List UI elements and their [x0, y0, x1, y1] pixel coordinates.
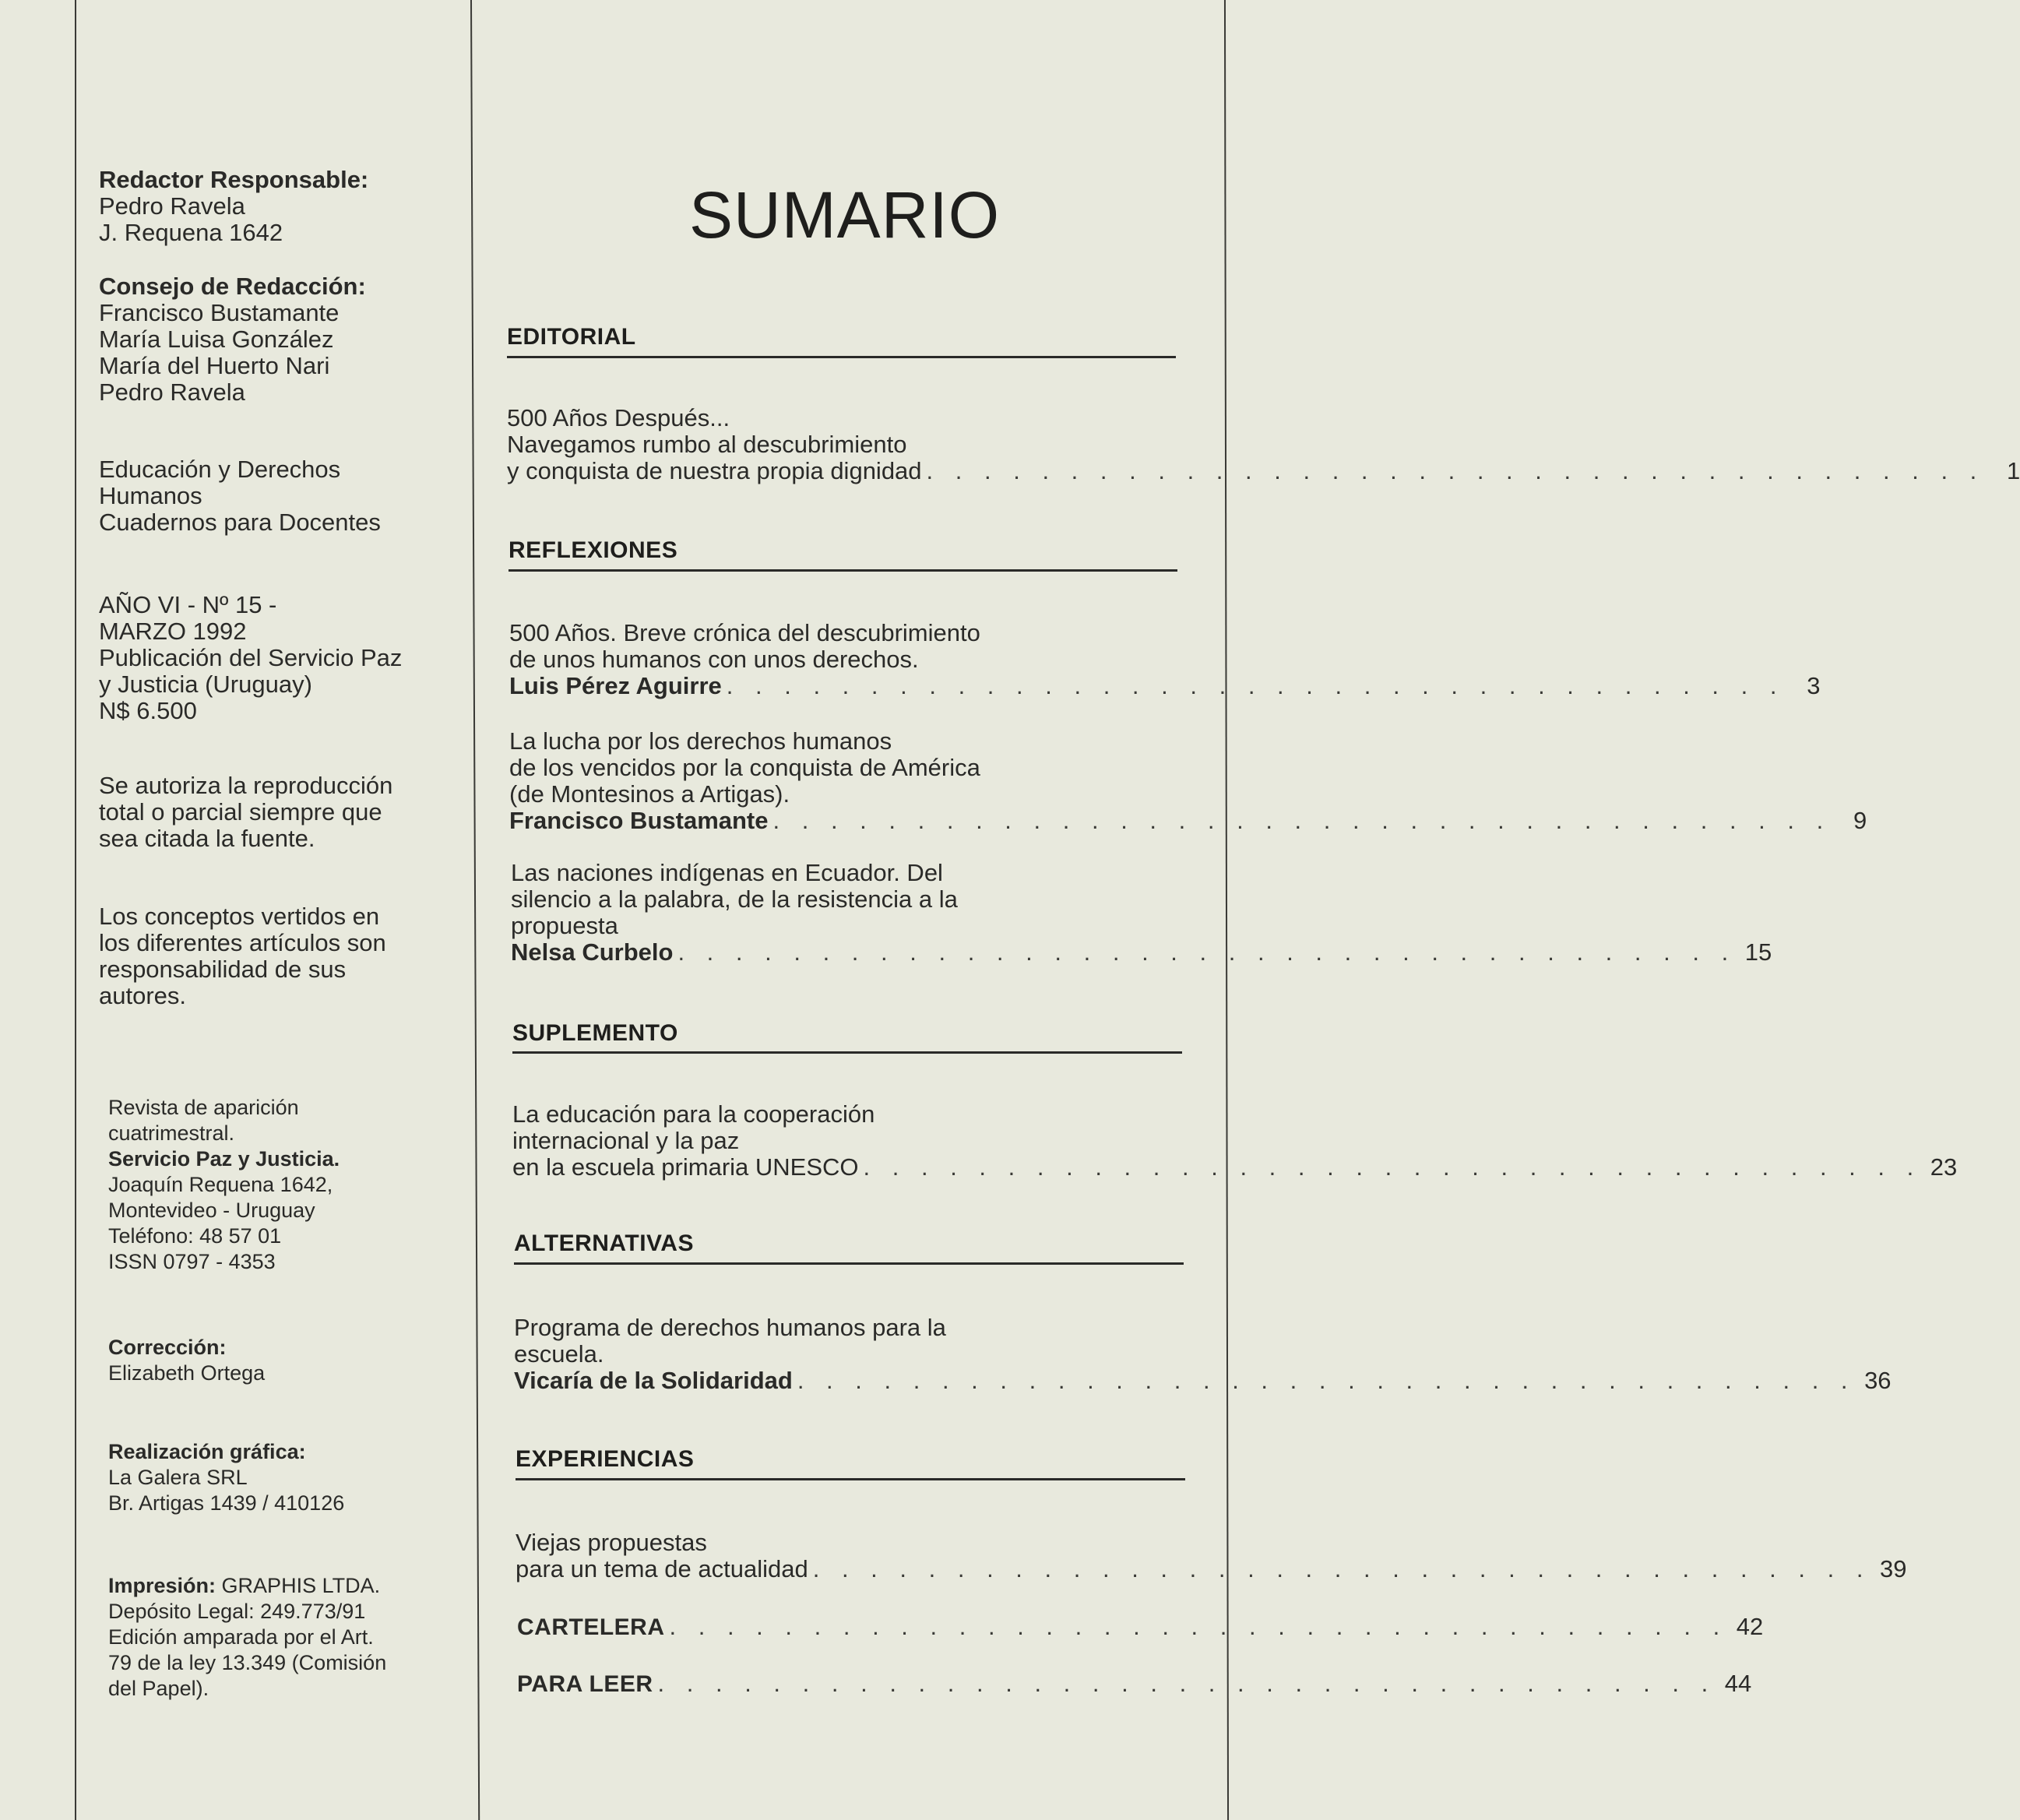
issue-line: y Justicia (Uruguay) — [99, 671, 312, 698]
section-heading-alternativas: ALTERNATIVAS — [514, 1230, 694, 1256]
publication-line: Cuadernos para Docentes — [99, 509, 381, 536]
publisher-line: Revista de aparición — [108, 1096, 299, 1119]
issue-price: N$ 6.500 — [99, 697, 197, 724]
toc-entry[interactable] — [512, 1100, 1958, 1181]
page-number: 1 — [2007, 457, 2020, 484]
realizacion-line: La Galera SRL — [108, 1466, 248, 1489]
issue-line: Publicación del Servicio Paz — [99, 644, 403, 671]
disclaimer-block — [99, 903, 386, 1009]
entry-line: propuesta — [511, 912, 618, 939]
disclaimer-line: Los conceptos vertidos en — [99, 903, 380, 930]
section-heading-reflexiones: REFLEXIONES — [509, 537, 678, 563]
correccion-name: Elizabeth Ortega — [108, 1361, 266, 1385]
correccion-label: Corrección: — [108, 1336, 227, 1359]
publication-block — [99, 456, 381, 536]
consejo-member: María Luisa González — [99, 326, 334, 353]
sumario-title: SUMARIO — [689, 178, 1001, 252]
impresion-line: 79 de la ley 13.349 (Comisión — [108, 1651, 387, 1674]
page-number: 39 — [1879, 1555, 1907, 1582]
publisher-block — [108, 1095, 340, 1275]
publisher-line: Joaquín Requena 1642, — [108, 1173, 333, 1196]
section-heading-experiencias: EXPERIENCIAS — [516, 1446, 695, 1472]
realizacion-block — [108, 1439, 344, 1516]
toc-entry[interactable] — [509, 727, 1867, 834]
disclaimer-line: autores. — [99, 982, 187, 1009]
toc-entry[interactable] — [511, 859, 1772, 966]
correccion-block — [108, 1335, 265, 1386]
impresion-heading — [108, 1573, 386, 1599]
toc-entry[interactable] — [514, 1314, 1892, 1394]
entry-leader-line — [517, 1613, 1764, 1641]
dot-leader: . . . . . . . . . . . . . . . . . . . . . . . . . . . . . . . . . . . . . — [677, 938, 1737, 966]
toc-entry-cartelera[interactable] — [517, 1613, 1764, 1641]
entry-author: Vicaría de la Solidaridad — [514, 1367, 793, 1394]
publication-line: Educación y Derechos — [99, 456, 341, 483]
entry-leader-line — [516, 1555, 1907, 1582]
entry-leader-line — [511, 938, 1772, 966]
entry-leader-line — [507, 457, 2020, 484]
entry-line: internacional y la paz — [512, 1127, 740, 1154]
impresion-line: Depósito Legal: 249.773/91 — [108, 1600, 366, 1623]
section-rule — [516, 1478, 1185, 1480]
para-leer-label: PARA LEER — [517, 1671, 653, 1697]
reproduction-line: Se autoriza la reproducción — [99, 772, 393, 799]
page-number: 36 — [1864, 1367, 1892, 1394]
entry-line: escuela. — [514, 1340, 604, 1368]
issue-block — [99, 592, 402, 724]
entry-line: Viejas propuestas — [516, 1529, 707, 1556]
entry-line: La educación para la cooperación — [512, 1100, 875, 1128]
dot-leader: . . . . . . . . . . . . . . . . . . . . . . . . . . . . . . . . . . . . . — [926, 457, 1985, 484]
entry-line: de los vencidos por la conquista de América — [509, 754, 980, 781]
entry-leader-line — [512, 1153, 1958, 1181]
redactor-address: J. Requena 1642 — [99, 219, 283, 246]
page-number: 42 — [1736, 1613, 1764, 1640]
realizacion-line: Br. Artigas 1439 / 410126 — [108, 1491, 345, 1515]
entry-line: y conquista de nuestra propia dignidad — [507, 457, 922, 484]
entry-line: Programa de derechos humanos para la — [514, 1314, 946, 1341]
section-rule — [514, 1262, 1184, 1265]
section-rule — [509, 569, 1177, 572]
publisher-phone: Teléfono: 48 57 01 — [108, 1224, 282, 1248]
publisher-line: Montevideo - Uruguay — [108, 1199, 315, 1222]
consejo-block — [99, 273, 366, 406]
impresion-block — [108, 1573, 386, 1702]
impresion-line: Edición amparada por el Art. — [108, 1625, 374, 1649]
entry-leader-line — [514, 1367, 1892, 1394]
entry-line: 500 Años. Breve crónica del descubrimiento — [509, 619, 980, 646]
dot-leader: . . . . . . . . . . . . . . . . . . . . . . . . . . . . . . . . . . . . . — [797, 1367, 1856, 1394]
page-number: 9 — [1853, 807, 1867, 834]
publisher-name: Servicio Paz y Justicia. — [108, 1147, 340, 1171]
entry-line: en la escuela primaria UNESCO — [512, 1153, 859, 1181]
entry-line: (de Montesinos a Artigas). — [509, 780, 790, 808]
entry-line: de unos humanos con unos derechos. — [509, 646, 919, 673]
consejo-member: Francisco Bustamante — [99, 299, 340, 326]
redactor-label: Redactor Responsable: — [99, 166, 369, 193]
page-number: 15 — [1744, 938, 1772, 966]
entry-author: Francisco Bustamante — [509, 807, 769, 834]
dot-leader: . . . . . . . . . . . . . . . . . . . . . . . . . . . . . . . . . . . . . — [812, 1555, 1871, 1582]
toc-entry[interactable] — [507, 404, 2020, 484]
redactor-block — [99, 167, 368, 246]
consejo-member: María del Huerto Nari — [99, 352, 330, 379]
realizacion-label: Realización gráfica: — [108, 1440, 306, 1463]
entry-line: Las naciones indígenas en Ecuador. Del — [511, 859, 943, 886]
page-number: 3 — [1807, 672, 1821, 699]
section-rule — [512, 1051, 1182, 1054]
entry-leader-line — [509, 807, 1867, 834]
entry-leader-line — [509, 672, 1821, 699]
impresion-value: GRAPHIS LTDA. — [221, 1574, 381, 1597]
page-number: 23 — [1930, 1153, 1958, 1181]
reproduction-line: total o parcial siempre que — [99, 798, 382, 826]
entry-line: 500 Años Después... — [507, 404, 730, 431]
section-heading-editorial: EDITORIAL — [507, 324, 636, 350]
impresion-label: Impresión: — [108, 1574, 216, 1597]
dot-leader: . . . . . . . . . . . . . . . . . . . . . . . . . . . . . . . . . . . . . — [726, 672, 1785, 699]
reproduction-block — [99, 773, 392, 852]
column-divider-rule — [470, 0, 480, 1820]
section-rule — [507, 356, 1176, 358]
section-heading-suplemento: SUPLEMENTO — [512, 1020, 678, 1046]
entry-author: Nelsa Curbelo — [511, 938, 674, 966]
right-margin-rule — [1224, 0, 1229, 1820]
publication-line: Humanos — [99, 482, 202, 509]
entry-line: Navegamos rumbo al descubrimiento — [507, 431, 907, 458]
page-number: 44 — [1724, 1670, 1752, 1697]
dot-leader: . . . . . . . . . . . . . . . . . . . . . . . . . . . . . . . . . . . . . — [772, 807, 1832, 834]
cartelera-label: CARTELERA — [517, 1614, 665, 1640]
entry-line: para un tema de actualidad — [516, 1555, 808, 1582]
impresion-line: del Papel). — [108, 1677, 209, 1700]
dot-leader: . . . . . . . . . . . . . . . . . . . . . . . . . . . . . . . . . . . . . — [657, 1670, 1716, 1697]
dot-leader: . . . . . . . . . . . . . . . . . . . . . . . . . . . . . . . . . . . . . — [863, 1153, 1922, 1181]
disclaimer-line: responsabilidad de sus — [99, 956, 347, 983]
disclaimer-line: los diferentes artículos son — [99, 929, 386, 956]
consejo-label: Consejo de Redacción: — [99, 273, 366, 300]
consejo-member: Pedro Ravela — [99, 378, 245, 406]
dot-leader: . . . . . . . . . . . . . . . . . . . . . . . . . . . . . . . . . . . . . — [669, 1613, 1728, 1640]
reproduction-line: sea citada la fuente. — [99, 825, 315, 852]
publisher-line: cuatrimestral. — [108, 1121, 235, 1145]
publisher-issn: ISSN 0797 - 4353 — [108, 1250, 276, 1273]
entry-leader-line — [517, 1670, 1752, 1698]
issue-line: AÑO VI - Nº 15 - — [99, 591, 277, 618]
toc-entry[interactable] — [516, 1529, 1907, 1582]
toc-entry[interactable] — [509, 619, 1821, 699]
redactor-name: Pedro Ravela — [99, 192, 245, 220]
left-margin-rule — [75, 0, 76, 1820]
issue-line: MARZO 1992 — [99, 618, 247, 645]
entry-line: silencio a la palabra, de la resistencia a la — [511, 885, 958, 913]
toc-entry-para-leer[interactable] — [517, 1670, 1752, 1698]
entry-author: Luis Pérez Aguirre — [509, 672, 722, 699]
entry-line: La lucha por los derechos humanos — [509, 727, 892, 755]
